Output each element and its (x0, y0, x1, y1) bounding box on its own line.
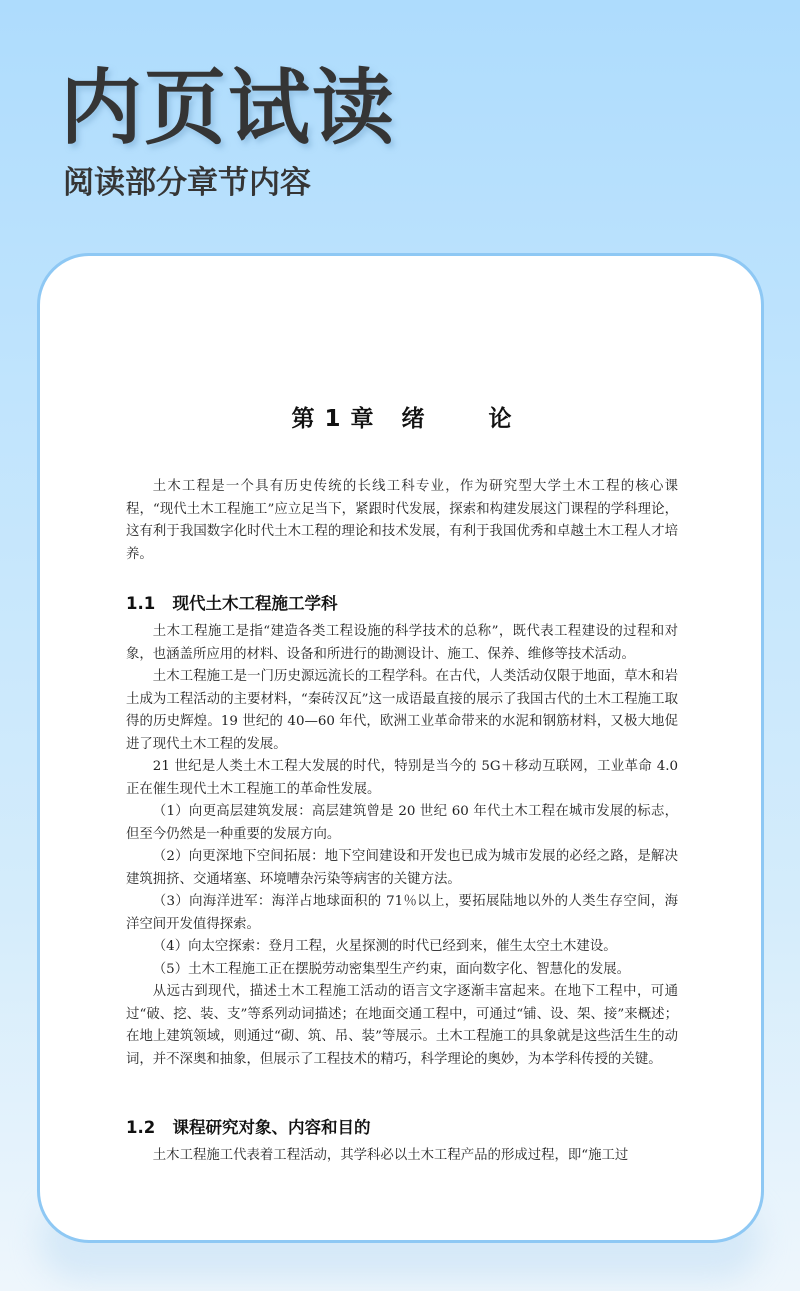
paragraph: 土木工程施工代表着工程活动，其学科必以土木工程产品的形成过程，即“施工过 (152, 1148, 629, 1163)
intro-paragraph: 土木工程是一个具有历史传统的长线工科专业，作为研究型大学土木工程的核心课程，“现代土木工程施工”应立足当下，紧跟时代发展，探索和构建发展这门课程的学科理论，这有利于我国数字化时代土木工程的理论和技术发展，有利于我国优秀和卓越土木工程人才培养。 (126, 479, 678, 562)
section-heading (126, 592, 678, 616)
section-1-1 (126, 592, 678, 1071)
intro-block (126, 476, 678, 566)
section-number: 1.1 (126, 594, 156, 613)
list-item: （5）土木工程施工正在摆脱劳动密集型生产约束，面向数字化、智慧化的发展。 (152, 961, 630, 977)
paragraph: 土木工程施工是一门历史源远流长的工程学科。在古代，人类活动仅限于地面，草木和岩土成为工程活动的主要材料，“秦砖汉瓦”这一成语最直接的展示了我国古代的土木工程施工取得的历史辉煌。19 世纪的 40—60 年代，欧洲工业革命带来的水泥和钢筋材料，又极大地促进了现代土木工程的发展。 (126, 669, 678, 752)
page-subtitle: 阅读部分章节内容 (63, 165, 311, 201)
paragraph: 土木工程施工是指“建造各类工程设施的科学技术的总称”，既代表工程建设的过程和对象，也涵盖所应用的材料、设备和所进行的勘测设计、施工、保养、维修等技术活动。 (126, 624, 678, 662)
section-title-text: 课程研究对象、内容和目的 (172, 1118, 371, 1137)
chapter-title: 第 1 章 绪 论 (291, 406, 513, 432)
paragraph: 21 世纪是人类土木工程大发展的时代，特别是当今的 5G＋移动互联网，工业革命 4.0 正在催生现代土木工程施工的革命性发展。 (126, 759, 678, 797)
preview-card (37, 253, 764, 1243)
list-item: （4）向太空探索：登月工程，火星探测的时代已经到来，催生太空土木建设。 (152, 939, 617, 954)
paragraph: 从远古到现代，描述土木工程施工活动的语言文字逐渐丰富起来。在地下工程中，可通过“破、挖、装、支”等系列动词描述；在地面交通工程中，可通过“铺、设、架、接”来概述；在地上建筑领域，则通过“砌、筑、吊、装”等展示。土木工程施工的具象就是这些活生生的动词，并不深奥和抽象，但展示了工程技术的精巧，科学理论的奥妙，为本学科传授的关键。 (126, 984, 678, 1067)
section-1-2 (126, 1116, 678, 1168)
section-title-text: 现代土木工程施工学科 (172, 594, 338, 613)
list-item: （2）向更深地下空间拓展：地下空间建设和开发也已成为城市发展的必经之路，是解决建筑拥挤、交通堵塞、环境嘈杂污染等病害的关键方法。 (126, 849, 678, 887)
page-title: 内页试读 (60, 61, 397, 156)
list-item: （1）向更高层建筑发展：高层建筑曾是 20 世纪 60 年代土木工程在城市发展的标志，但至今仍然是一种重要的发展方向。 (126, 804, 678, 842)
section-heading (126, 1116, 678, 1140)
section-number: 1.2 (126, 1118, 156, 1137)
list-item: （3）向海洋进军：海洋占地球面积的 71％以上，要拓展陆地以外的人类生存空间，海洋空间开发值得探索。 (126, 894, 678, 932)
